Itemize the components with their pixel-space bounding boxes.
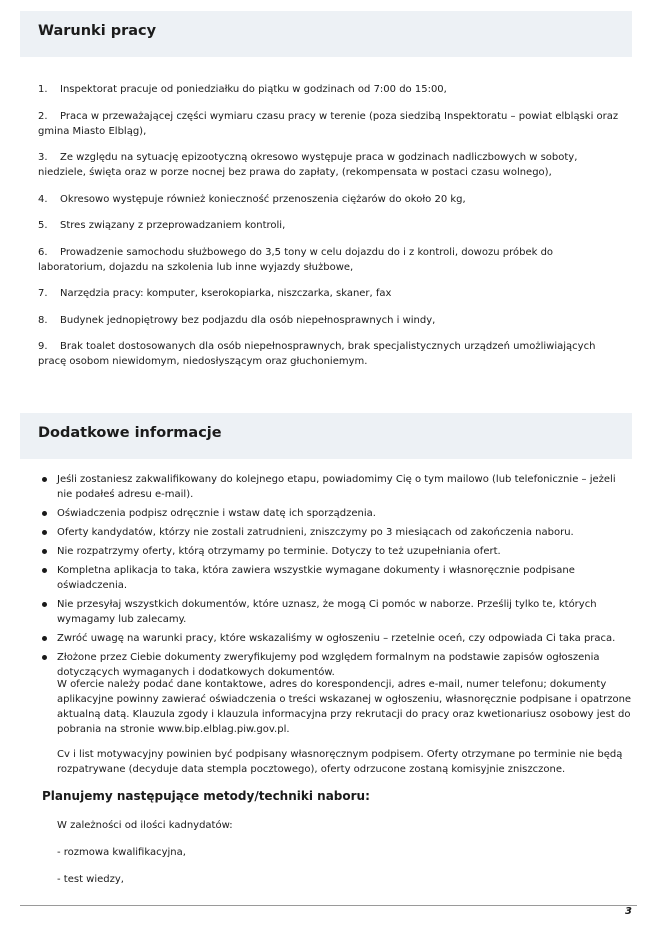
bullet-dot-icon xyxy=(42,549,47,554)
bullet-dot-icon xyxy=(42,477,47,482)
info-bullet-item: Złożone przez Ciebie dokumenty zweryfikujemy pod względem formalnym na podstawie zapisów ogłoszenia dotyczących wymaganych i dodatkowych dokumentów. xyxy=(42,650,632,680)
page-number: 3 xyxy=(625,906,632,917)
section-header-dodatkowe-informacje xyxy=(20,413,632,459)
warunki-item: 2. Praca w przeważającej części wymiaru czasu pracy w terenie (poza siedzibą Inspektoratu – powiat elbląski oraz gmina Miasto Elbląg), xyxy=(38,110,619,137)
footer-divider xyxy=(20,905,637,906)
metody-intro-text: W zależności od ilości kadnydatów: xyxy=(57,820,233,831)
oferta-paragraph: W ofercie należy podać dane kontaktowe, adres do korespondencji, adres e-mail, numer telefonu; dokumenty aplikacyjne powinny zawierać oświadczenia o treści wskazanej w ogłoszeniu, własnoręcznie podpisane i opatrzone aktualną datą. Klauzula zgody i klauzula informacyjna przy rekrutacji do pracy oraz kwetionariusz osobowy jest do pobrania na stronie www.bip.elblag.piw.gov.pl. xyxy=(57,679,632,735)
warunki-item: 9. Brak toalet dostosowanych dla osób niepełnosprawnych, brak specjalistycznych urządzeń umożliwiających pracę osobom niewidomym, niedosłyszącym oraz głuchoniemym. xyxy=(38,341,596,367)
info-bullet-item: Oświadczenia podpisz odręcznie i wstaw datę ich sporządzenia. xyxy=(42,506,632,521)
warunki-item: 3. Ze względu na sytuację epizootyczną okresowo występuje praca w godzinach nadliczbowych w soboty, niedziele, święta oraz w porze nocnej bez prawa do zapłaty, (rekompensata w postaci czasu wolnego), xyxy=(38,152,578,178)
section-title-warunki-pracy: Warunki pracy xyxy=(38,23,157,39)
info-bullet-item: Kompletna aplikacja to taka, która zawiera wszystkie wymagane dokumenty i własnoręcznie podpisane oświadczenia. xyxy=(42,563,632,593)
bullet-dot-icon xyxy=(42,636,47,641)
warunki-item: 6. Prowadzenie samochodu służbowego do 3,5 tony w celu dojazdu do i z kontroli, dowozu próbek do laboratorium, dojazdu na szkolenia lub inne wyjazdy służbowe, xyxy=(38,246,554,273)
warunki-pracy-list xyxy=(38,82,623,381)
info-bullet-item: Jeśli zostaniesz zakwalifikowany do kolejnego etapu, powiadomimy Cię o tym mailowo (lub telefonicznie – jeżeli nie podałeś adresu e-mail). xyxy=(42,472,632,502)
metoda-item: - rozmowa kwalifikacyjna, xyxy=(57,847,186,858)
warunki-item: 4. Okresowo występuje również konieczność przenoszenia ciężarów do około 20 kg, xyxy=(38,193,466,205)
section-header-warunki-pracy xyxy=(20,11,632,57)
info-bullet-item: Nie przesyłaj wszystkich dokumentów, które uznasz, że mogą Ci pomóc w naborze. Prześlij tylko te, których wymagamy lub zalecamy. xyxy=(42,597,632,627)
metody-naboru-heading: Planujemy następujące metody/techniki naboru: xyxy=(42,789,370,803)
cv-paragraph: Cv i list motywacyjny powinien być podpisany własnoręcznym podpisem. Oferty otrzymane po terminie nie będą rozpatrywane (decyduje data stempla pocztowego), oferty odrzucone zostaną komisyjnie zniszczone. xyxy=(57,749,623,775)
bullet-dot-icon xyxy=(42,568,47,573)
warunki-item: 1. Inspektorat pracuje od poniedziałku do piątku w godzinach od 7:00 do 15:00, xyxy=(38,84,447,95)
bullet-dot-icon xyxy=(42,530,47,535)
bullet-dot-icon xyxy=(42,655,47,660)
warunki-item: 8. Budynek jednopiętrowy bez podjazdu dla osób niepełnosprawnych i windy, xyxy=(38,314,436,326)
bullet-dot-icon xyxy=(42,602,47,607)
warunki-item: 5. Stres związany z przeprowadzaniem kontroli, xyxy=(38,220,286,231)
dodatkowe-informacje-list xyxy=(42,472,632,684)
metoda-item: - test wiedzy, xyxy=(57,874,124,885)
info-bullet-item: Oferty kandydatów, którzy nie zostali zatrudnieni, zniszczymy po 3 miesiącach od zakończenia naboru. xyxy=(42,525,632,540)
info-bullet-item: Nie rozpatrzymy oferty, którą otrzymamy po terminie. Dotyczy to też uzupełniania ofert. xyxy=(42,544,632,559)
info-bullet-item: Zwróć uwagę na warunki pracy, które wskazaliśmy w ogłoszeniu – rzetelnie oceń, czy odpowiada Ci taka praca. xyxy=(42,631,632,646)
section-title-dodatkowe-informacje: Dodatkowe informacje xyxy=(38,425,222,441)
warunki-item: 7. Narzędzia pracy: komputer, kserokopiarka, niszczarka, skaner, fax xyxy=(38,288,392,299)
bullet-dot-icon xyxy=(42,511,47,516)
